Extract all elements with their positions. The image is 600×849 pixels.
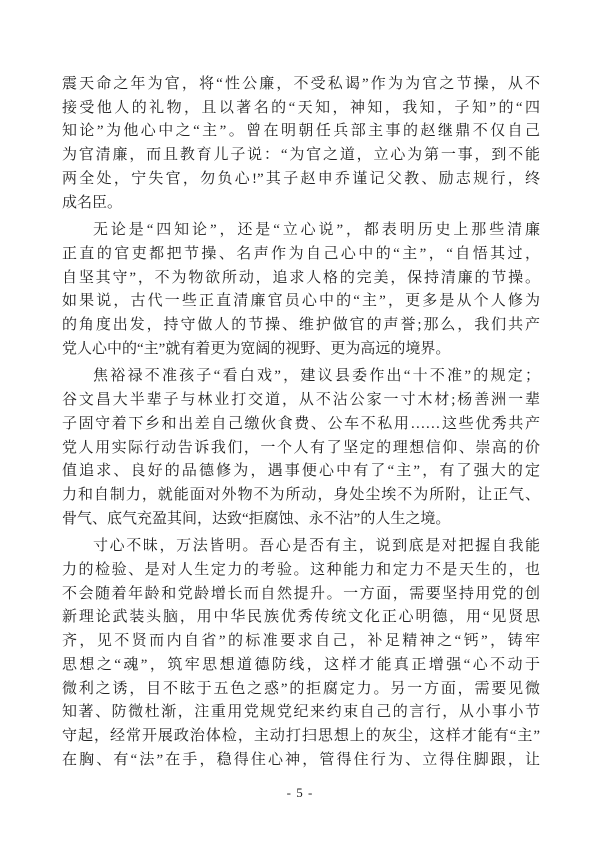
text-line: 力的检验、是对人生定力的考验。这种能力和定力不是天生的，也 bbox=[62, 562, 540, 579]
text-line: 知著、防微杜渐，注重用党规党纪来约束自己的言行，从小事小节 bbox=[62, 704, 540, 721]
text-line: 成名臣。 bbox=[62, 194, 123, 211]
text-line: 党人用实际行动告诉我们，一个人有了坚定的理想信仰、崇高的价 bbox=[62, 439, 540, 456]
text-line: 子固守着下乡和出差自己缴伙食费、公车不私用……这些优秀共产 bbox=[62, 415, 540, 432]
text-line: 正直的官吏都把节操、名声作为自己心中的“主”，“自悟其过， bbox=[62, 245, 540, 262]
text-paragraph bbox=[62, 365, 540, 531]
text-paragraph bbox=[62, 535, 540, 772]
text-line: 齐，见不贤而内自省”的标准要求自己，补足精神之“钙”，铸牢 bbox=[62, 633, 540, 650]
text-paragraph bbox=[62, 219, 540, 361]
text-line: 谷文昌大半辈子与林业打交道，从不沾公家一寸木材;杨善洲一辈 bbox=[62, 392, 540, 409]
text-line: 寸心不昧，万法皆明。吾心是否有主，说到底是对把握自我能 bbox=[93, 538, 540, 555]
text-line: 如果说，古代一些正直清廉官员心中的“主”，更多是从个人修为 bbox=[62, 293, 540, 310]
text-line: 知论”为他心中之“主”。曾在明朝任兵部主事的赵继鼎不仅自己 bbox=[62, 123, 540, 140]
text-line: 自坚其守”，不为物欲所动，追求人格的完美，保持清廉的节操。 bbox=[62, 269, 540, 286]
page-footer bbox=[0, 784, 600, 801]
text-paragraph bbox=[62, 73, 540, 215]
document-body bbox=[62, 73, 540, 772]
text-line: 焦裕禄不准孩子“看白戏”，建议县委作出“十不准”的规定； bbox=[93, 368, 540, 385]
page-number: - 5 - bbox=[286, 785, 314, 800]
text-line: 新理论武装头脑，用中华民族优秀传统文化正心明德，用“见贤思 bbox=[62, 609, 540, 626]
text-line: 接受他人的礼物，且以著名的“天知，神知，我知，子知”的“四 bbox=[62, 99, 540, 116]
text-line: 的角度出发，持守做人的节操、维护做官的声誉;那么，我们共产 bbox=[62, 317, 540, 334]
text-line: 党人心中的“主”就有着更为宽阔的视野、更为高远的境界。 bbox=[62, 340, 451, 357]
text-line: 两全处，宁失官，勿负心!”其子赵申乔谨记父教、励志规行，终 bbox=[62, 170, 540, 187]
text-line: 微利之诱，目不眩于五色之惑”的拒腐定力。另一方面，需要见微 bbox=[62, 680, 540, 697]
text-line: 守起，经常开展政治体检，主动打扫思想上的灰尘，这样才能有“主” bbox=[62, 727, 540, 744]
text-line: 值追求、良好的品德修为，遇事便心中有了“主”，有了强大的定 bbox=[62, 463, 540, 480]
text-line: 力和自制力，就能面对外物不为所动，身处尘埃不为所附，让正气、 bbox=[62, 486, 540, 503]
text-line: 震天命之年为官，将“性公廉，不受私谒”作为为官之节操，从不 bbox=[62, 76, 540, 92]
text-line: 在胸、有“法”在手，稳得住心神，管得住行为、立得住脚跟，让 bbox=[62, 751, 540, 768]
text-line: 骨气、底气充盈其间，达致“拒腐蚀、永不沾”的人生之境。 bbox=[62, 510, 451, 527]
text-line: 无论是“四知论”，还是“立心说”，都表明历史上那些清廉 bbox=[93, 222, 540, 239]
text-line: 为官清廉，而且教育儿子说：“为官之道，立心为第一事，到不能 bbox=[62, 147, 540, 164]
text-line: 不会随着年龄和党龄增长而自然提升。一方面，需要坚持用党的创 bbox=[62, 585, 540, 602]
text-line: 思想之“魂”，筑牢思想道德防线，这样才能真正增强“心不动于 bbox=[62, 656, 540, 673]
